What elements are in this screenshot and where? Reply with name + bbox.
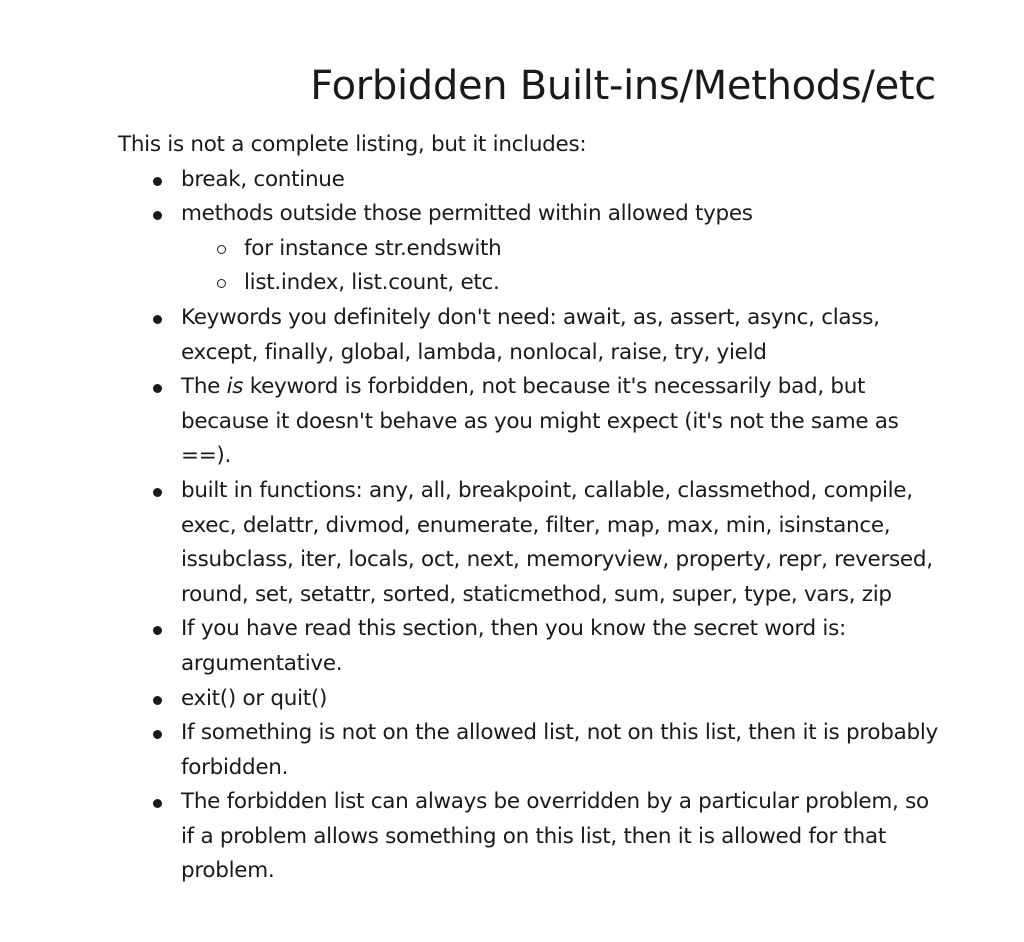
sub-list-item	[181, 266, 948, 301]
list-item-text: Keywords you definitely don't need: await, as, assert, async, class, except, finally, global, lambda, nonlocal, raise, try, yield	[181, 304, 880, 365]
text-after: keyword is forbidden, not because it's necessarily bad, but because it doesn't behave as you might expect (it's not the same as ==).	[181, 374, 899, 469]
sub-list-item-text: for instance str.endswith	[244, 235, 502, 261]
bullet-dot-icon	[153, 384, 162, 393]
list-item-text	[181, 374, 899, 468]
list-item-text: exit() or quit()	[181, 685, 328, 711]
sub-bullet-list	[181, 232, 948, 301]
bullet-dot-icon	[153, 211, 162, 220]
hollow-bullet-icon	[217, 279, 226, 288]
list-item-text: break, continue	[181, 166, 345, 192]
list-item	[118, 785, 948, 889]
bullet-dot-icon	[153, 315, 162, 324]
list-item	[118, 612, 948, 681]
list-item	[118, 474, 948, 612]
slide-body	[118, 128, 948, 889]
list-item	[118, 682, 948, 717]
list-item	[118, 716, 948, 785]
slide-title: Forbidden Built-ins/Methods/etc	[310, 63, 936, 109]
bullet-dot-icon	[153, 799, 162, 808]
bullet-list	[118, 163, 948, 889]
emphasized-keyword: is	[226, 374, 244, 400]
bullet-dot-icon	[153, 696, 162, 705]
list-item-text: If you have read this section, then you know the secret word is: argumentative.	[181, 616, 846, 676]
list-item	[118, 370, 948, 474]
bullet-dot-icon	[153, 626, 162, 635]
sub-list-item-text: list.index, list.count, etc.	[244, 270, 500, 296]
hollow-bullet-icon	[217, 245, 226, 254]
bullet-dot-icon	[153, 488, 162, 497]
bullet-dot-icon	[153, 730, 162, 739]
list-item	[118, 301, 948, 370]
list-item-text: built in functions: any, all, breakpoint, callable, classmethod, compile, exec, delattr, divmod, enumerate, filter, map, max, min, isinstance, issubclass, iter, locals, oct, next, memoryview, property, repr, reversed, round, set, setattr, sorted, staticmethod, sum, super, type, vars, zip	[181, 477, 933, 607]
text-before: The	[181, 374, 227, 400]
list-item-text: The forbidden list can always be overridden by a particular problem, so if a problem allows something on this list, then it is allowed for that problem.	[181, 789, 929, 884]
intro-text: This is not a complete listing, but it includes:	[118, 132, 587, 157]
list-item-text: If something is not on the allowed list, not on this list, then it is probably forbidden.	[181, 720, 938, 780]
list-item	[118, 163, 948, 198]
sub-list-item	[181, 232, 948, 267]
list-item-text: methods outside those permitted within allowed types	[181, 201, 753, 227]
list-item	[118, 197, 948, 301]
bullet-dot-icon	[153, 177, 162, 186]
